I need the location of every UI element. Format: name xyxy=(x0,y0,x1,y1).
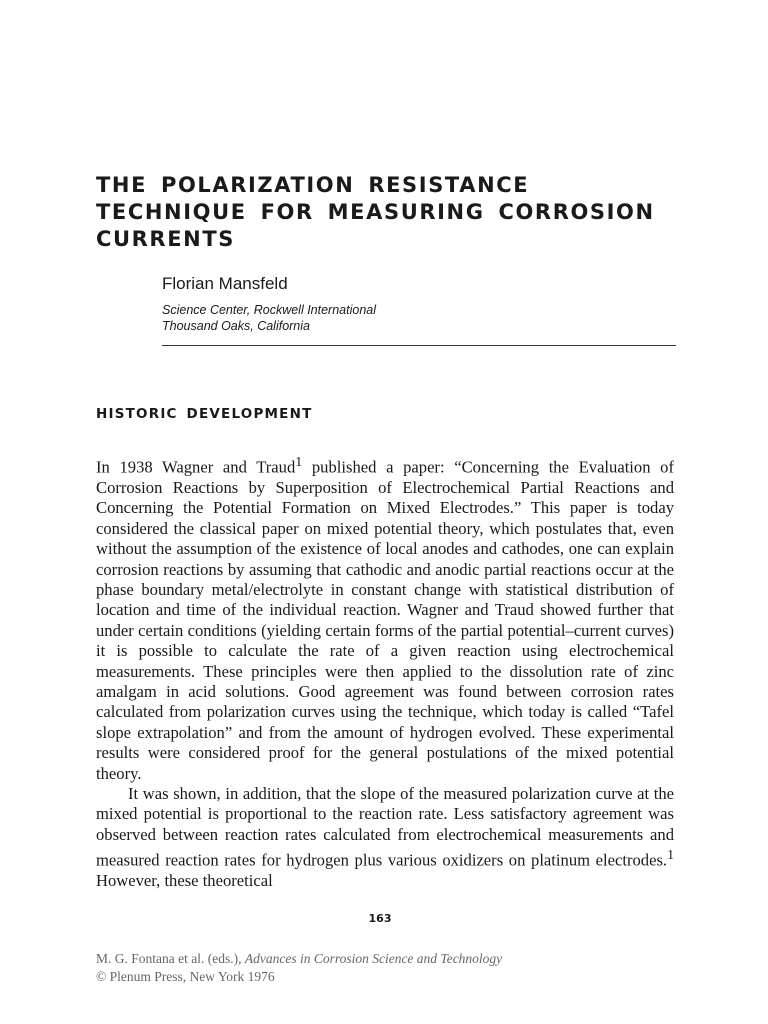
footer-publisher: © Plenum Press, New York 1976 xyxy=(96,969,275,984)
footer-line xyxy=(96,950,502,968)
footer-citation xyxy=(96,950,502,986)
footer-book-title: Advances in Corrosion Science and Technology xyxy=(244,951,503,966)
reference-marker: 1 xyxy=(667,847,674,863)
body-text xyxy=(96,452,674,892)
footer-editors: M. G. Fontana et al. (eds.), xyxy=(96,951,245,966)
paper-title: THE POLARIZATION RESISTANCE TECHNIQUE FOR MEASURING CORROSION CURRENTS xyxy=(96,173,655,251)
affiliation-line: Science Center, Rockwell International xyxy=(162,303,377,317)
header-divider xyxy=(162,345,676,346)
page-number: 163 xyxy=(368,912,392,925)
paragraph-text: In 1938 Wagner and Traud xyxy=(96,457,296,477)
author-name: Florian Mansfeld xyxy=(162,274,288,293)
paragraph xyxy=(96,784,674,892)
paragraph-text: It was shown, in addition, that the slope of the measured polarization curve at the mixed potential is proportional to the reaction rate. Less satisfactory agreement was observed between reaction rates calculated from electrochemical measurements and measured reaction rates for hydrogen plus various oxidizers on platinum electrodes. xyxy=(96,784,674,870)
paragraph-text: However, these theoretical xyxy=(96,871,273,891)
paragraph xyxy=(96,452,674,784)
section-heading: HISTORIC DEVELOPMENT xyxy=(96,406,313,422)
reference-marker: 1 xyxy=(295,454,303,469)
affiliation-line: Thousand Oaks, California xyxy=(162,319,310,333)
author-affiliation xyxy=(162,302,376,334)
paragraph-text: published a paper: “Concerning the Evaluation of Corrosion Reactions by Superposition of Electrochemical Partial Reactions and Concerning the Potential Formation on Mixed Electrodes.” This paper is today considered the classical paper on mixed potential theory, which postulates that, even without the assumption of the existence of local anodes and cathodes, one can explain corrosion reactions by assuming that cathodic and anodic partial reactions occur at the phase boundary metal/electrolyte in constant change with statistical distribution of location and time of the individual reaction. Wagner and Traud showed further that under certain conditions (yielding certain forms of the partial potential–current curves) it is possible to calculate the rate of a given reaction using electrochemical measurements. These principles were then applied to the dissolution rate of zinc amalgam in acid solutions. Good agreement was found between corrosion rates calculated from polarization curves using the technique, which today is called “Tafel slope extrapolation” and from the amount of hydrogen evolved. These experimental results were considered proof for the general postulations of the mixed potential theory. xyxy=(96,457,675,783)
